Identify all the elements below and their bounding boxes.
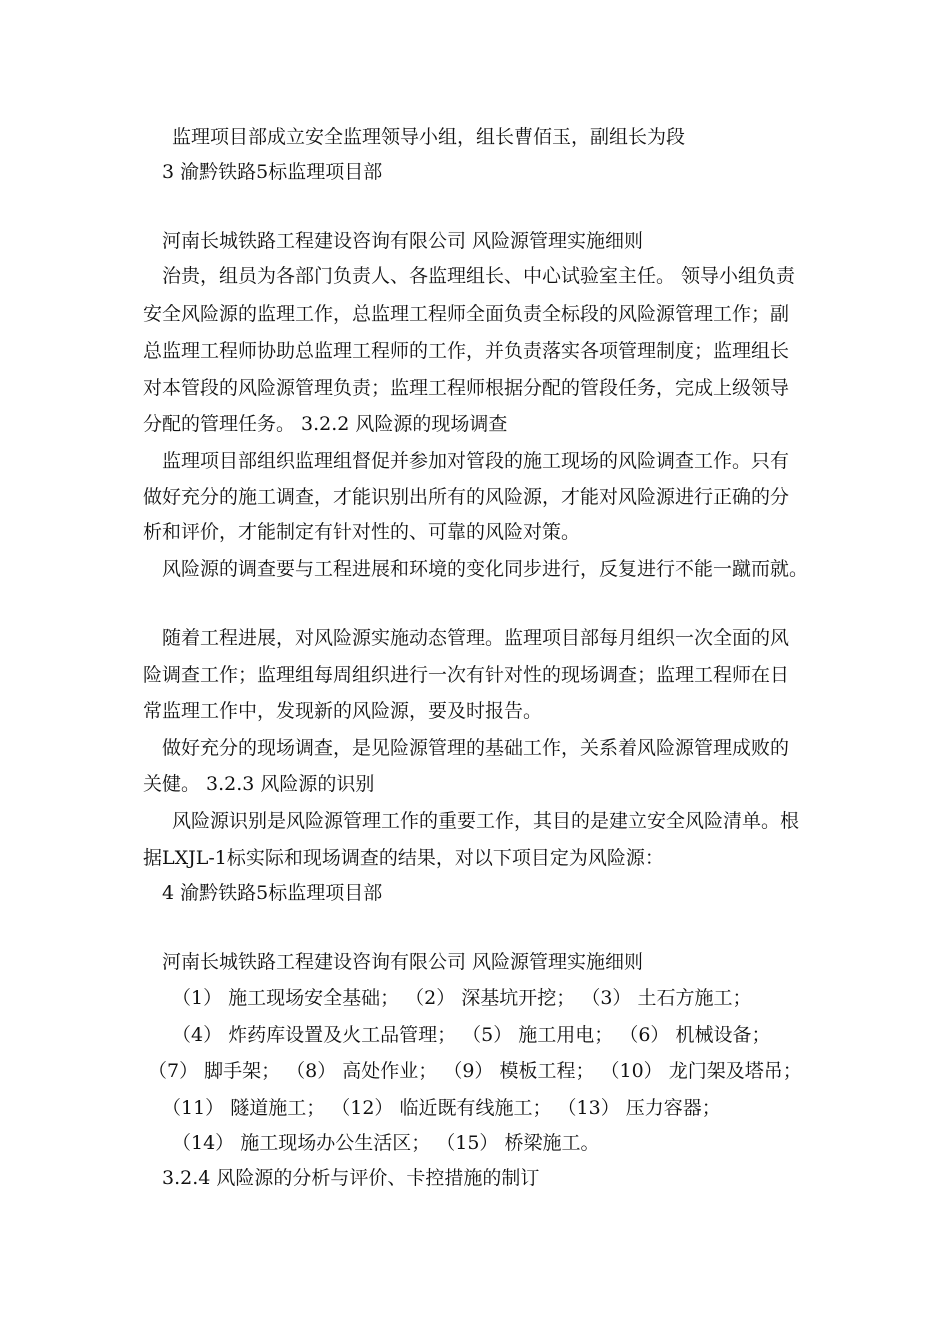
paragraph-line: 险调查工作；监理组每周组织进行一次有针对性的现场调查；监理工程师在日: [143, 664, 790, 686]
paragraph-line: 监理项目部组织监理组督促并参加对管段的施工现场的风险调查工作。只有: [162, 450, 790, 472]
paragraph-line: 对本管段的风险源管理负责；监理工程师根据分配的管段任务，完成上级领导: [143, 377, 790, 399]
paragraph-line: 做好充分的施工调查，才能识别出所有的风险源，才能对风险源进行正确的分: [143, 486, 790, 508]
paragraph-line: 分配的管理任务。 3.2.2 风险源的现场调查: [143, 413, 508, 435]
paragraph-line: 治贵，组员为各部门负责人、各监理组长、中心试验室主任。 领导小组负责: [162, 265, 796, 287]
paragraph-line: 监理项目部成立安全监理领导小组，组长曹佰玉，副组长为段: [172, 126, 686, 148]
paragraph-line: 总监理工程师协助总监理工程师的工作，并负责落实各项管理制度；监理组长: [143, 340, 790, 362]
paragraph-line: 据LXJL-1标实际和现场调查的结果，对以下项目定为风险源：: [143, 847, 664, 869]
list-line: （4） 炸药库设置及火工品管理； （5） 施工用电； （6） 机械设备；: [172, 1024, 771, 1046]
page-footer: 3 渝黔铁路5标监理项目部: [162, 161, 383, 183]
paragraph-line: 随着工程进展，对风险源实施动态管理。监理项目部每月组织一次全面的风: [162, 627, 790, 649]
paragraph-line: 关健。 3.2.3 风险源的识别: [143, 773, 375, 795]
paragraph-line: 做好充分的现场调查，是见险源管理的基础工作，关系着风险源管理成败的: [162, 737, 790, 759]
list-line: （11） 隧道施工； （12） 临近既有线施工； （13） 压力容器；: [162, 1097, 721, 1119]
section-heading: 3.2.4 风险源的分析与评价、卡控措施的制订: [162, 1167, 540, 1189]
paragraph-line: 安全风险源的监理工作，总监理工程师全面负责全标段的风险源管理工作；副: [143, 303, 790, 325]
list-line: （14） 施工现场办公生活区； （15） 桥梁施工。: [172, 1132, 600, 1154]
page-footer: 4 渝黔铁路5标监理项目部: [162, 882, 383, 904]
paragraph-line: 常监理工作中，发现新的风险源，要及时报告。: [143, 700, 543, 722]
paragraph-line: 析和评价，才能制定有针对性的、可靠的风险对策。: [143, 521, 581, 543]
list-line: （1） 施工现场安全基础； （2） 深基坑开挖； （3） 土石方施工；: [172, 987, 752, 1009]
list-line: （7） 脚手架； （8） 高处作业； （9） 模板工程； （10） 龙门架及塔吊；: [148, 1060, 802, 1082]
paragraph-line: 风险源识别是风险源管理工作的重要工作，其目的是建立安全风险清单。根: [172, 810, 800, 832]
page-header: 河南长城铁路工程建设咨询有限公司 风险源管理实施细则: [162, 230, 644, 252]
paragraph-line: 风险源的调查要与工程进展和环境的变化同步进行，反复进行不能一蹴而就。: [162, 558, 809, 580]
page-header: 河南长城铁路工程建设咨询有限公司 风险源管理实施细则: [162, 951, 644, 973]
